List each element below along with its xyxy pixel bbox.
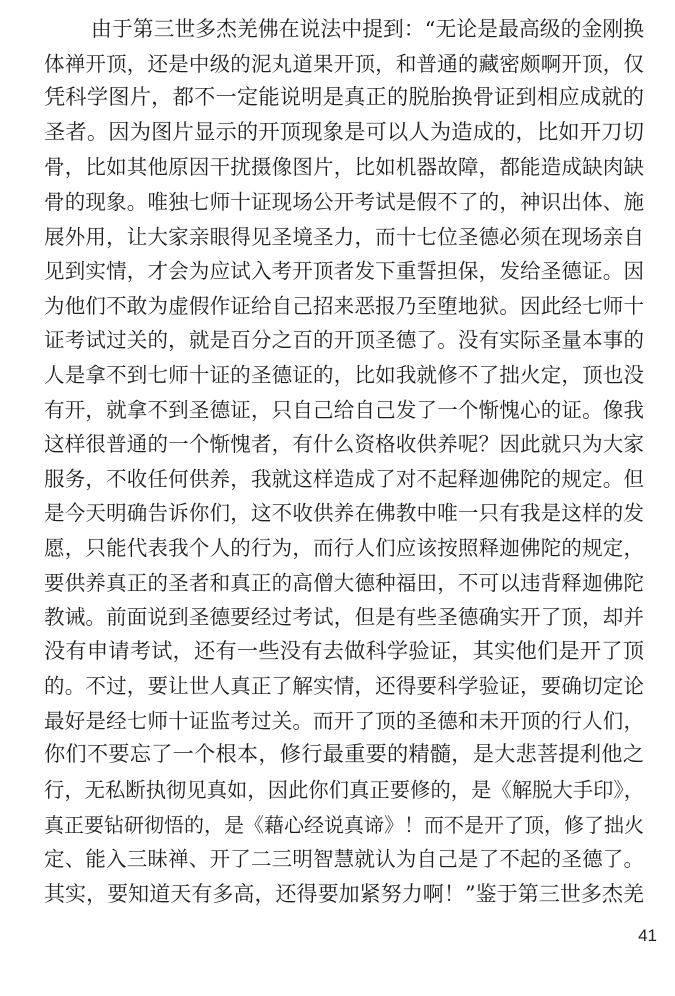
text-line: 见到实情，才会为应试入考开顶者发下重誓担保，发给圣德证。因 (44, 259, 644, 284)
text-line: 有开，就拿不到圣德证，只自己给自己发了一个惭愧心的证。像我 (44, 397, 644, 422)
text-line: 人是拿不到七师十证的圣德证的，比如我就修不了拙火定，顶也没 (44, 362, 644, 387)
text-line: 真正要钻研彻悟的，是《藉心经说真谛》！而不是开了顶，修了拙火 (44, 812, 644, 837)
text-line: 这样很普通的一个惭愧者，有什么资格收供养呢？因此就只为大家 (44, 432, 644, 457)
text-line: 没有申请考试，还有一些没有去做科学验证，其实他们是开了顶 (44, 638, 644, 664)
text-line: 展外用，让大家亲眼得见圣境圣力，而十七位圣德必须在现场亲自 (44, 224, 644, 249)
text-line: 由于第三世多杰羌佛在说法中提到：“无论是最高级的金刚换 (91, 17, 644, 41)
text-line: 圣者。因为图片显示的开顶现象是可以人为造成的，比如开刀切 (44, 119, 644, 145)
text-line: 定、能入三昧禅、开了二三明智慧就认为自己是了不起的圣德了。 (44, 847, 644, 872)
text-line: 要供养真正的圣者和真正的高僧大德种福田，不可以违背释迦佛陀 (44, 570, 644, 595)
text-line: 其实，要知道天有多高，还得要加紧努力啊！”鉴于第三世多杰羌 (44, 881, 644, 906)
text-line: 证考试过关的，就是百分之百的开顶圣德了。没有实际圣量本事的 (44, 328, 644, 353)
text-line: 体禅开顶，还是中级的泥丸道果开顶，和普通的藏密颇啊开顶，仅 (44, 51, 644, 76)
text-line: 服务，不收任何供养，我就这样造成了对不起释迦佛陀的规定。但 (44, 466, 644, 491)
page-number: 41 (638, 926, 657, 945)
text-line: 愿，只能代表我个人的行为，而行人们应该按照释迦佛陀的规定， (44, 535, 644, 560)
text-line: 凭科学图片，都不一定能说明是真正的脱胎换骨证到相应成就的 (44, 85, 644, 111)
text-line: 是今天明确告诉你们，这不收供养在佛教中唯一只有我是这样的发 (44, 501, 644, 526)
text-line: 骨的现象。唯独七师十证现场公开考试是假不了的，神识出体、施 (44, 189, 644, 214)
text-line: 你们不要忘了一个根本，修行最重要的精髓，是大悲菩提利他之 (44, 742, 644, 768)
body-paragraph (44, 12, 644, 911)
text-line: 教诫。前面说到圣德要经过考试，但是有些圣德确实开了顶，却并 (44, 605, 644, 630)
text-line: 骨，比如其他原因干扰摄像图片，比如机器故障，都能造成缺肉缺 (44, 155, 644, 180)
text-line: 为他们不敢为虚假作证给自己招来恶报乃至堕地狱。因此经七师十 (44, 293, 644, 318)
text-line: 最好是经七师十证监考过关。而开了顶的圣德和未开顶的行人们， (44, 708, 644, 733)
text-line: 行，无私断执彻见真如，因此你们真正要修的，是《解脱大手印》， (44, 778, 644, 803)
text-line: 的。不过，要让世人真正了解实情，还得要科学验证，要确切定论 (44, 674, 644, 699)
